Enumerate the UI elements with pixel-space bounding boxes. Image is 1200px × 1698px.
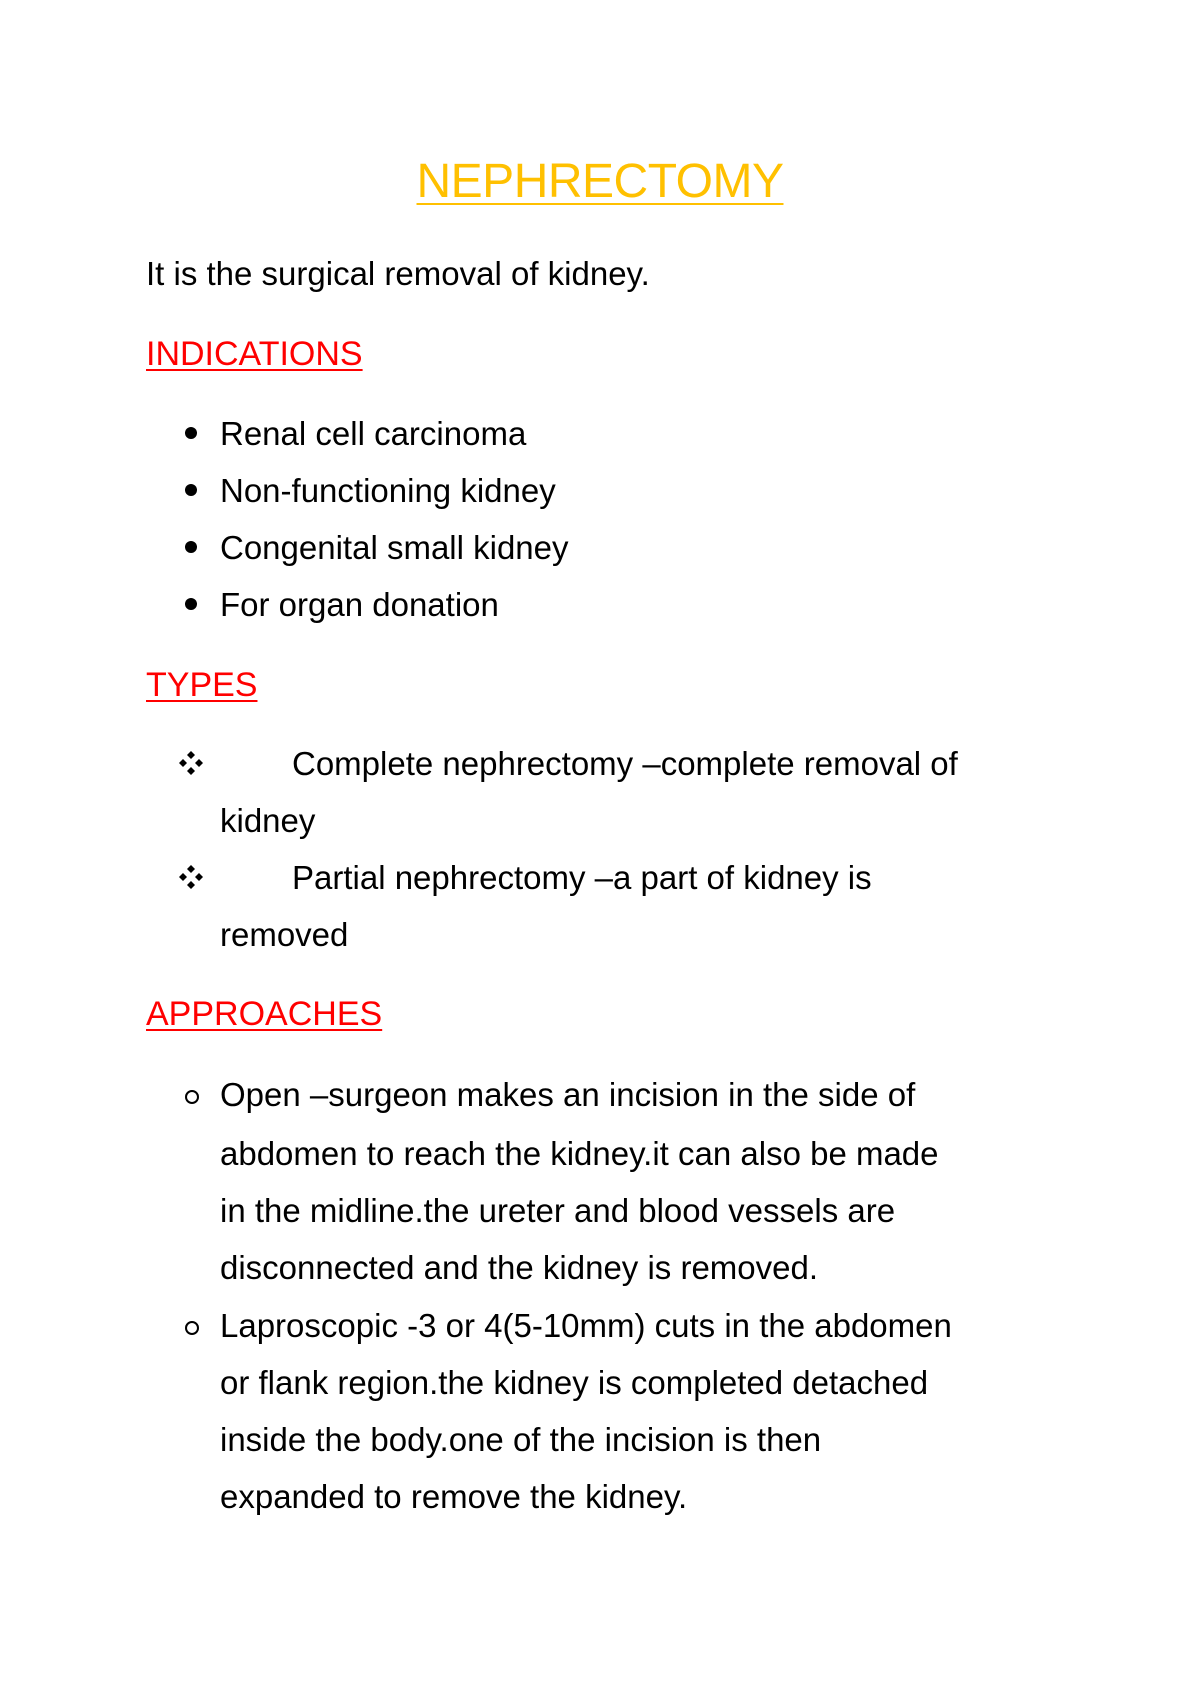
list-item-text: Partial nephrectomy –a part of kidney is [292,859,872,896]
list-item-text: Congenital small kidney [220,529,569,566]
list-item-text-continued: kidney [220,802,316,839]
list-item-text: Non-functioning kidney [220,472,556,509]
bullet-icon [185,484,197,496]
bullet-icon [185,598,197,610]
intro-text: It is the surgical removal of kidney. [146,255,650,292]
list-item-text: Renal cell carcinoma [220,415,527,452]
list-item-text-continued: removed [220,916,349,953]
types-heading: TYPES [146,666,258,704]
list-item-text-continued: expanded to remove the kidney. [220,1478,688,1515]
four-diamond-bullet-icon [176,748,206,778]
list-item-text-continued: abdomen to reach the kidney.it can also be made [220,1135,939,1172]
list-item-text: For organ donation [220,586,499,623]
bullet-icon [185,427,197,439]
four-diamond-bullet-icon [176,862,206,892]
list-item-text-continued: disconnected and the kidney is removed. [220,1249,819,1286]
list-item-text-continued: or flank region.the kidney is completed detached [220,1364,929,1401]
list-item-text-continued: in the midline.the ureter and blood vessels are [220,1192,896,1229]
bullet-icon [185,541,197,553]
list-item-text: Open –surgeon makes an incision in the side of [220,1076,916,1113]
list-item-text: Laproscopic -3 or 4(5-10mm) cuts in the abdomen [220,1307,952,1344]
approaches-heading: APPROACHES [146,995,383,1033]
list-item-text: Complete nephrectomy –complete removal of [292,745,958,782]
indications-heading: INDICATIONS [146,335,363,373]
circle-bullet-icon [185,1321,199,1335]
page-title: NEPHRECTOMY [416,155,784,208]
circle-bullet-icon [185,1090,199,1104]
list-item-text-continued: inside the body.one of the incision is then [220,1421,822,1458]
